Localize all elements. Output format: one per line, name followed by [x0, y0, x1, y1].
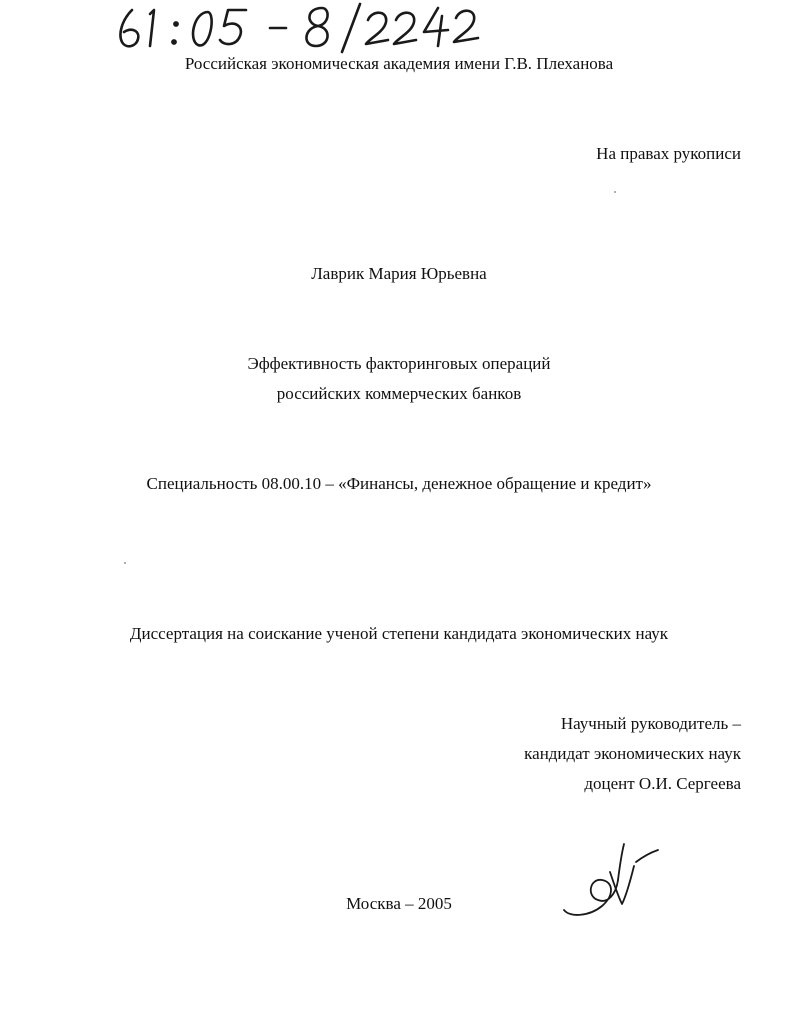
specialty-line: Специальность 08.00.10 – «Финансы, денежное обращение и кредит» — [146, 474, 652, 493]
scan-speck — [614, 191, 616, 193]
scan-speck — [124, 562, 126, 564]
dissertation-title-line-1: Эффективность факторинговых операций — [247, 354, 551, 373]
manuscript-rights-note: На правах рукописи — [596, 144, 741, 163]
dissertation-title-line-2: российских коммерческих банков — [276, 384, 522, 403]
institution-name: Российская экономическая академия имени Г.В. Плеханова — [184, 54, 614, 73]
advisor-role: Научный руководитель – — [560, 714, 741, 733]
author-name: Лаврик Мария Юрьевна — [311, 264, 487, 283]
place-and-year: Москва – 2005 — [346, 894, 452, 913]
advisor-degree: кандидат экономических наук — [524, 744, 741, 763]
signature-icon — [556, 834, 666, 926]
handwritten-archive-code — [116, 2, 496, 54]
degree-line: Диссертация на соискание ученой степени кандидата экономических наук — [129, 624, 669, 643]
advisor-name: доцент О.И. Сергеева — [584, 774, 741, 793]
